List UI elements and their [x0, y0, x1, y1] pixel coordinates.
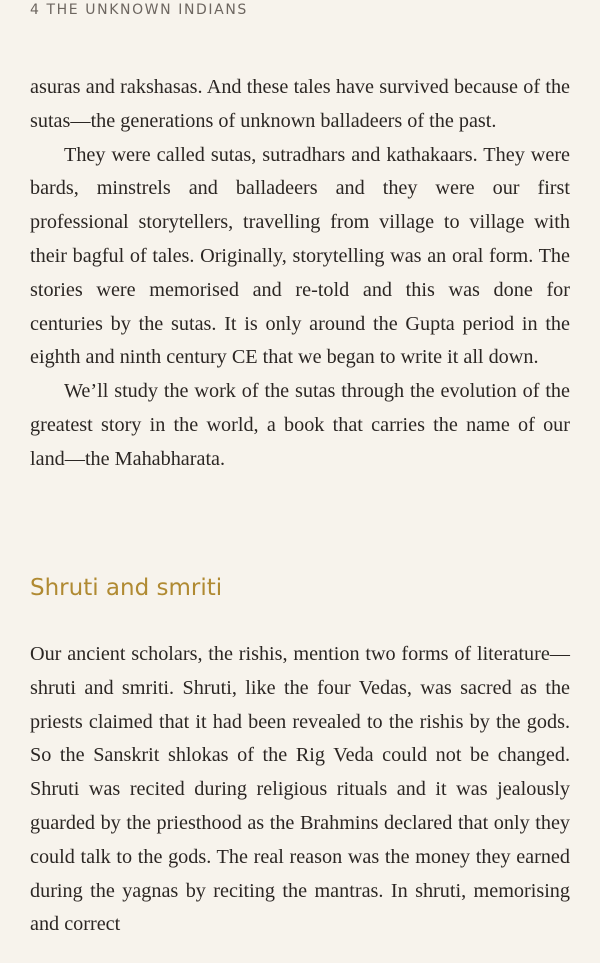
text-block-section [30, 638, 570, 942]
text-block-intro [30, 71, 570, 477]
running-head [30, 2, 248, 18]
paragraph-sutas: They were called sutas, sutradhars and kathakaars. They were bards, minstrels and balladeers and they were our first professional storytellers, travelling from village to village with their bagful of tales. Originally, storytelling was an oral form. The stories were memorised and re-told and this was done for centuries by the sutas. It is only around the Gupta period in the eighth and ninth century CE that we began to write it all down. [30, 143, 570, 369]
running-title: THE UNKNOWN INDIANS [46, 2, 248, 18]
page-number: 4 [30, 2, 41, 18]
section-heading: Shruti and smriti [30, 575, 223, 601]
paragraph-continuation: asuras and rakshasas. And these tales have survived because of the sutas—the generations of unknown balladeers of the past. [30, 76, 570, 132]
paragraph-shruti-smriti: Our ancient scholars, the rishis, mention two forms of literature—shruti and smriti. Shruti, like the four Vedas, was sacred as the priests claimed that it had been revealed to the rishis by the gods. So the Sanskrit shlokas of the Rig Veda could not be changed. Shruti was recited during religious rituals and it was jealously guarded by the priesthood as the Brahmins declared that only they could talk to the gods. The real reason was the money they earned during the yagnas by reciting the mantras. In shruti, memorising and correct [30, 643, 570, 936]
paragraph-mahabharata: We’ll study the work of the sutas through the evolution of the greatest story in the world, a book that carries the name of our land—the Mahabharata. [30, 380, 570, 470]
